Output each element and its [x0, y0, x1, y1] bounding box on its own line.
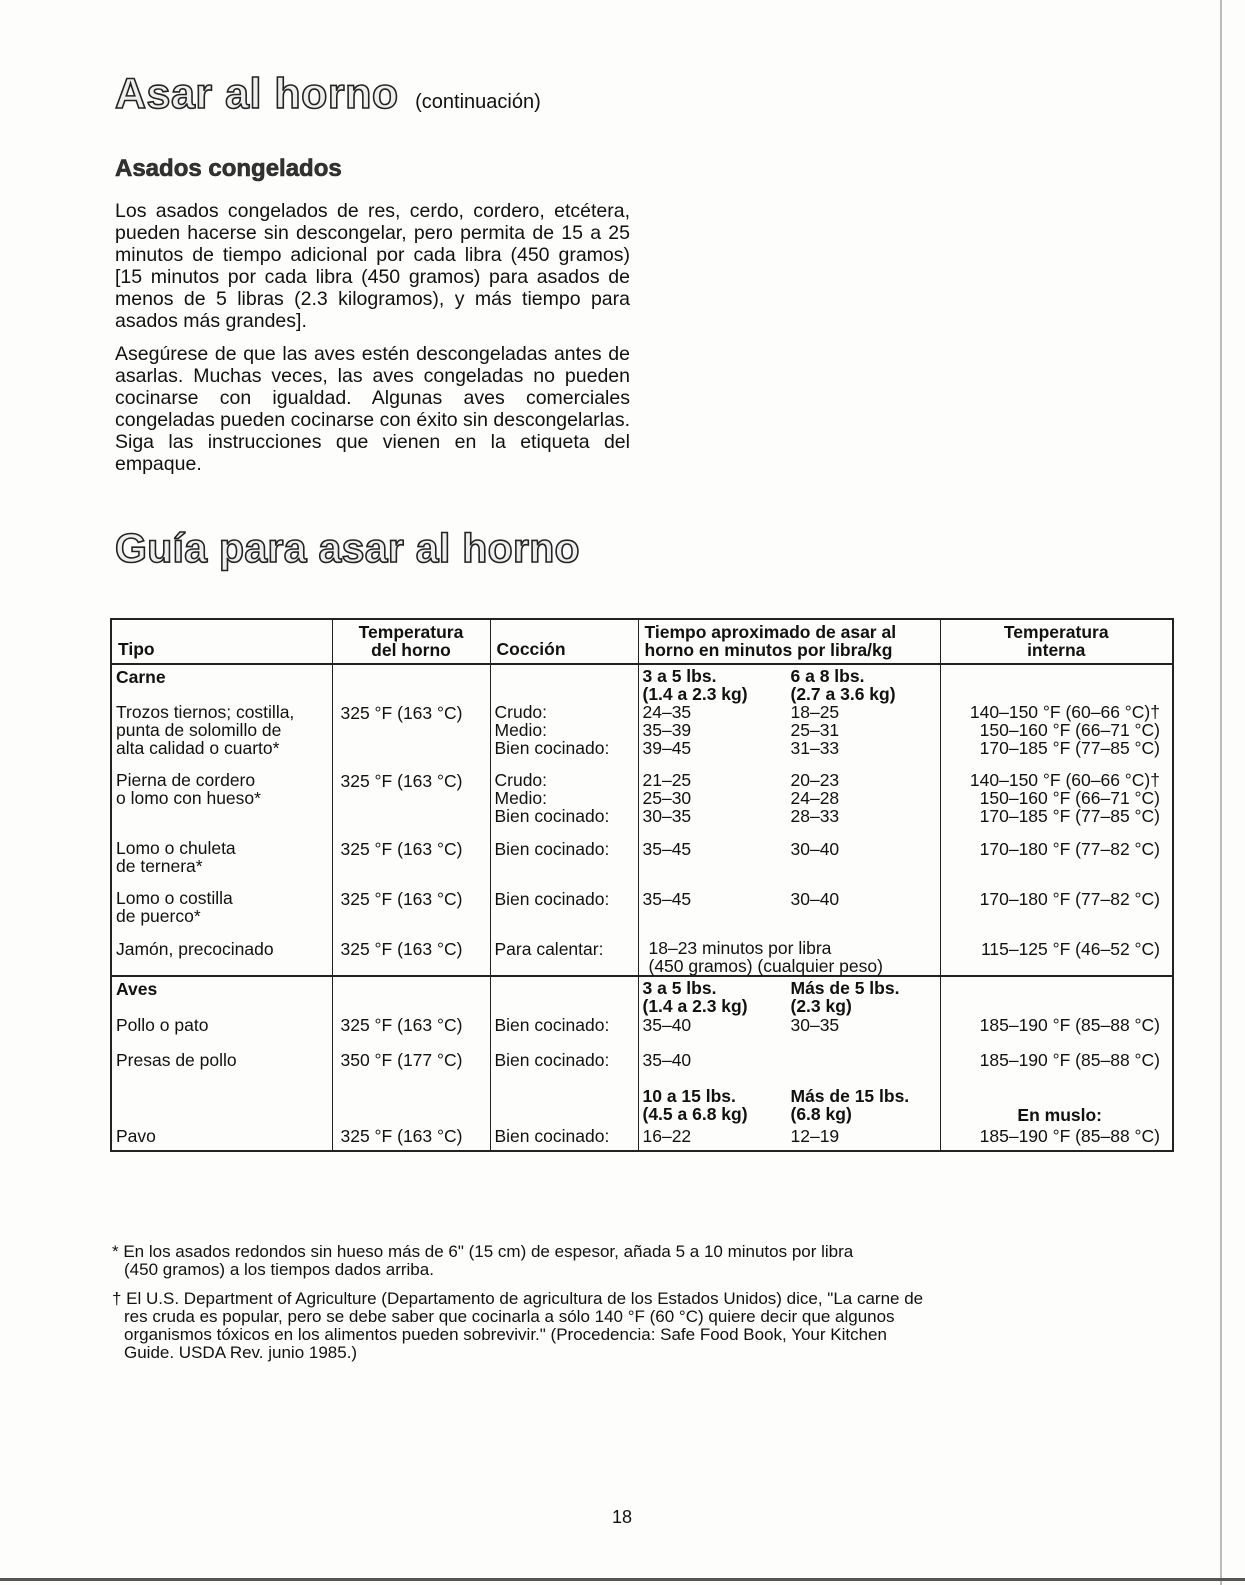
weight-header-carne: 3 a 5 lbs. (1.4 a 2.3 kg) 6 a 8 lbs. (2.7 a 3.6 kg) — [638, 664, 940, 703]
header-temp-interna: Temperatura interna — [940, 620, 1172, 664]
title-text: Asar al horno — [115, 70, 399, 118]
page-number: 18 — [612, 1507, 633, 1527]
table-header-row — [112, 620, 1172, 664]
table-row: Trozos tiernos; costilla, punta de solomillo de alta calidad o cuarto* 325 °F (163 °C) Crudo: Medio: Bien cocinado: 24–35 35–39 39–45 18–25 25–31 31–33 140–150 °F (60–66 °C)† 150–160 °F (66–71 °C) 170–185 °F (77–85 °C) — [112, 703, 1172, 757]
table-row: Pierna de cordero o lomo con hueso* 325 °F (163 °C) Crudo: Medio: Bien cocinado: 21–25 25–30 30–35 20–23 24–28 28–33 140–150 °F (60–66 °C)† 150–160 °F (66–71 °C) 170–185 °F (77–85 °C) — [112, 757, 1172, 825]
paragraph-frozen-roasts: Los asados congelados de res, cerdo, cordero, etcétera, pueden hacerse sin descongelar, pero permita de 15 a 25 minutos de tiempo adicional por cada libra (450 gramos) [15 minutos por cada libra (450 gramos) para asados de menos de 5 libras (2.3 kilogramos), y más tiempo para asados más grandes]. — [115, 200, 630, 332]
page-bottom-edge — [0, 1578, 1245, 1581]
header-temp-horno: Temperatura del horno — [332, 620, 490, 664]
page-title — [115, 70, 541, 119]
weight-header-aves: 3 a 5 lbs. (1.4 a 2.3 kg) Más de 5 lbs. (2.3 kg) — [638, 976, 940, 1015]
table-row: Jamón, precocinado 325 °F (163 °C) Para calentar: 18–23 minutos por libra (450 gramos) (cualquier peso) 115–125 °F (46–52 °C) — [112, 925, 1172, 976]
table-row: 10 a 15 lbs. (4.5 a 6.8 kg) Más de 15 lbs. (6.8 kg) En muslo: — [112, 1071, 1172, 1126]
footnote-dagger: † El U.S. Department of Agriculture (Departamento de agricultura de los Estados Unidos) dice, "La carne de res cruda es popular, pero se debe saber que cocinarla a sólo 140 °F (60 °C) quiere decir que algunos organismos tóxicos en los alimentos pueden sobrevivir." (Procedencia: Safe Food Book, Your Kitchen Guide. USDA Rev. junio 1985.) — [112, 1289, 924, 1362]
roasting-table — [110, 618, 1174, 1152]
table-row: Pollo o pato 325 °F (163 °C) Bien cocinado: 35–40 30–35 185–190 °F (85–88 °C) — [112, 1015, 1172, 1036]
table-row — [112, 976, 1172, 1015]
page-edge — [1220, 0, 1222, 1585]
paragraph-poultry: Asegúrese de que las aves estén descongeladas antes de asarlas. Muchas veces, las aves congeladas no pueden cocinarse con igualdad. Algunas aves comerciales congeladas pueden cocinarse con éxito sin descongelarlas. Siga las instrucciones que vienen en la etiqueta del empaque. — [115, 343, 630, 475]
title-subtitle: (continuación) — [415, 91, 541, 113]
section-label-carne: Carne — [116, 667, 166, 687]
table-row: Lomo o chuleta de ternera* 325 °F (163 °C) Bien cocinado: 35–45 30–40 170–180 °F (77–82 °C) — [112, 825, 1172, 875]
guide-title: Guía para asar al horno — [115, 525, 580, 571]
section-heading: Asados congelados — [115, 155, 342, 182]
table-row: Lomo o costilla de puerco* 325 °F (163 °C) Bien cocinado: 35–45 30–40 170–180 °F (77–82 °C) — [112, 875, 1172, 925]
header-tipo: Tipo — [112, 620, 332, 664]
section-label-aves: Aves — [116, 979, 158, 999]
header-tiempo: Tiempo aproximado de asar al horno en minutos por libra/kg — [638, 620, 940, 664]
table-row: Presas de pollo 350 °F (177 °C) Bien cocinado: 35–40 185–190 °F (85–88 °C) — [112, 1036, 1172, 1071]
table-row: Pavo 325 °F (163 °C) Bien cocinado: 16–22 12–19 185–190 °F (85–88 °C) — [112, 1126, 1172, 1150]
table-row — [112, 664, 1172, 703]
header-coccion: Cocción — [490, 620, 638, 664]
footnote-asterisk: * En los asados redondos sin hueso más de 6" (15 cm) de espesor, añada 5 a 10 minutos por libra (450 gramos) a los tiempos dados arriba. — [112, 1242, 854, 1279]
